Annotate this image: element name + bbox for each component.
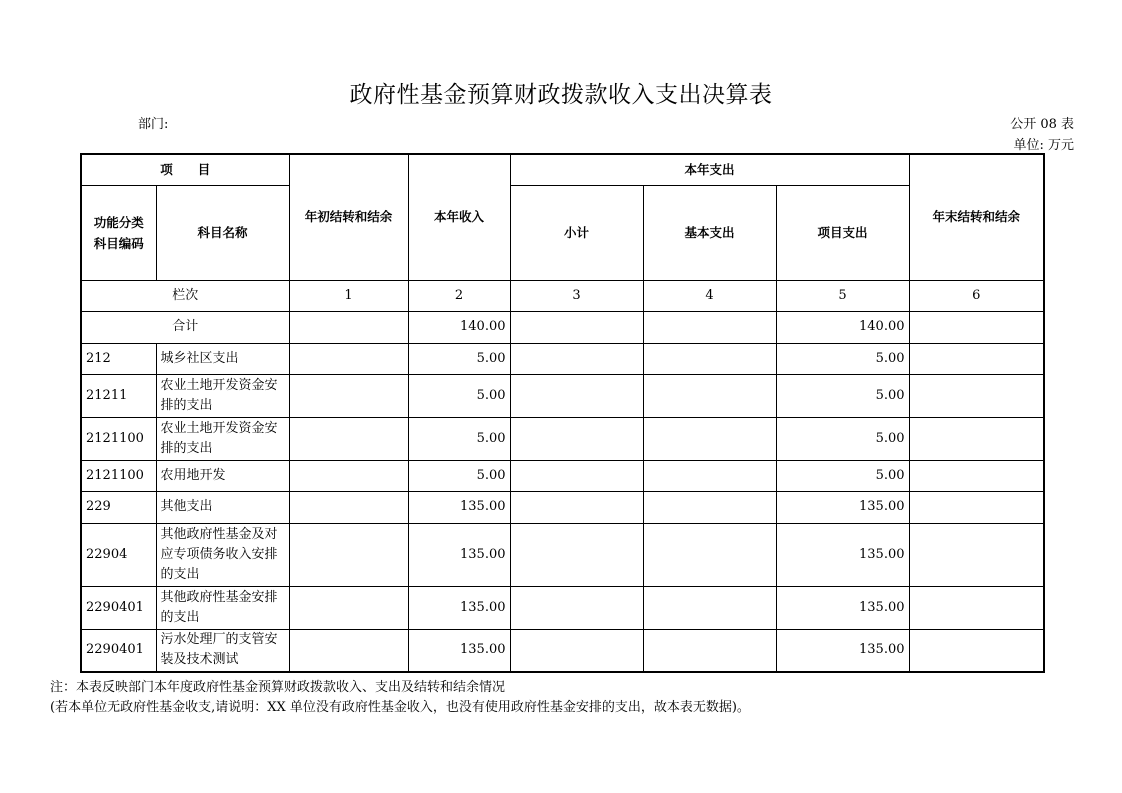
total-income: 140.00 — [408, 311, 510, 343]
table-row — [81, 629, 1044, 672]
row-begin — [289, 374, 408, 417]
column-index-2: 2 — [408, 280, 510, 311]
footnote-1: 注：本表反映部门本年度政府性基金预算财政拨款收入、支出及结转和结余情况 — [50, 680, 506, 695]
department-label: 部门: — [138, 117, 169, 132]
row-end — [909, 629, 1044, 672]
row-project: 135.00 — [776, 629, 909, 672]
row-income: 135.00 — [408, 629, 510, 672]
header-begin-balance: 年初结转和结余 — [289, 154, 408, 280]
page-title: 政府性基金预算财政拨款收入支出决算表 — [349, 82, 773, 108]
column-index-1: 1 — [289, 280, 408, 311]
row-end — [909, 417, 1044, 460]
row-begin — [289, 523, 408, 586]
row-subtotal — [510, 491, 643, 523]
row-end — [909, 586, 1044, 629]
footnote-2: (若本单位无政府性基金收支,请说明：XX 单位没有政府性基金收入，也没有使用政府性基金安排的支出，故本表无数据)。 — [50, 700, 750, 715]
row-name: 城乡社区支出 — [156, 343, 289, 374]
total-project: 140.00 — [776, 311, 909, 343]
row-project: 135.00 — [776, 586, 909, 629]
table-row — [81, 460, 1044, 491]
row-project: 5.00 — [776, 460, 909, 491]
header-income: 本年收入 — [408, 154, 510, 280]
header-basic: 基本支出 — [643, 185, 776, 280]
row-begin — [289, 491, 408, 523]
header-subtotal: 小计 — [510, 185, 643, 280]
row-code: 2290401 — [81, 629, 156, 672]
row-project: 5.00 — [776, 417, 909, 460]
row-end — [909, 343, 1044, 374]
row-subtotal — [510, 374, 643, 417]
row-project: 135.00 — [776, 491, 909, 523]
row-begin — [289, 629, 408, 672]
row-basic — [643, 417, 776, 460]
column-index-3: 3 — [510, 280, 643, 311]
row-name: 农业土地开发资金安排的支出 — [156, 417, 289, 460]
row-code: 2290401 — [81, 586, 156, 629]
row-subtotal — [510, 629, 643, 672]
row-end — [909, 491, 1044, 523]
row-name: 其他政府性基金及对应专项债务收入安排的支出 — [156, 523, 289, 586]
row-project: 135.00 — [776, 523, 909, 586]
row-end — [909, 460, 1044, 491]
header-project: 项目支出 — [776, 185, 909, 280]
unit-label: 单位: 万元 — [1013, 138, 1074, 153]
row-begin — [289, 417, 408, 460]
column-index-4: 4 — [643, 280, 776, 311]
row-income: 5.00 — [408, 460, 510, 491]
row-income: 135.00 — [408, 586, 510, 629]
row-begin — [289, 343, 408, 374]
column-index-5: 5 — [776, 280, 909, 311]
table-row — [81, 343, 1044, 374]
row-name: 其他政府性基金安排的支出 — [156, 586, 289, 629]
row-basic — [643, 523, 776, 586]
row-subtotal — [510, 343, 643, 374]
row-end — [909, 374, 1044, 417]
table-row — [81, 374, 1044, 417]
row-name: 污水处理厂的支管安装及技术测试 — [156, 629, 289, 672]
row-subtotal — [510, 523, 643, 586]
total-basic — [643, 311, 776, 343]
row-subtotal — [510, 417, 643, 460]
row-subtotal — [510, 586, 643, 629]
row-basic — [643, 491, 776, 523]
row-code: 2121100 — [81, 417, 156, 460]
row-name: 农业土地开发资金安排的支出 — [156, 374, 289, 417]
row-basic — [643, 343, 776, 374]
row-basic — [643, 586, 776, 629]
total-subtotal — [510, 311, 643, 343]
row-code: 22904 — [81, 523, 156, 586]
row-begin — [289, 586, 408, 629]
row-code: 229 — [81, 491, 156, 523]
row-basic — [643, 629, 776, 672]
row-income: 135.00 — [408, 523, 510, 586]
table-row — [81, 491, 1044, 523]
row-code: 212 — [81, 343, 156, 374]
row-project: 5.00 — [776, 374, 909, 417]
table-row — [81, 523, 1044, 586]
row-end — [909, 523, 1044, 586]
table-row — [81, 586, 1044, 629]
row-basic — [643, 374, 776, 417]
header-code: 功能分类科目编码 — [81, 185, 156, 280]
row-begin — [289, 460, 408, 491]
column-index-label: 栏次 — [81, 280, 289, 311]
row-income: 5.00 — [408, 417, 510, 460]
header-end-balance: 年末结转和结余 — [909, 154, 1044, 280]
header-expense: 本年支出 — [510, 154, 909, 185]
column-index-row — [81, 280, 1044, 311]
total-end — [909, 311, 1044, 343]
header-item: 项 目 — [81, 154, 289, 185]
header-name: 科目名称 — [156, 185, 289, 280]
row-project: 5.00 — [776, 343, 909, 374]
row-code: 21211 — [81, 374, 156, 417]
total-row — [81, 311, 1044, 343]
row-subtotal — [510, 460, 643, 491]
budget-table — [80, 153, 1045, 673]
row-name: 农用地开发 — [156, 460, 289, 491]
total-begin — [289, 311, 408, 343]
row-code: 2121100 — [81, 460, 156, 491]
form-number: 公开 08 表 — [1010, 117, 1074, 132]
row-income: 5.00 — [408, 343, 510, 374]
row-basic — [643, 460, 776, 491]
column-index-6: 6 — [909, 280, 1044, 311]
row-income: 5.00 — [408, 374, 510, 417]
row-income: 135.00 — [408, 491, 510, 523]
total-label: 合计 — [81, 311, 289, 343]
row-name: 其他支出 — [156, 491, 289, 523]
table-row — [81, 417, 1044, 460]
